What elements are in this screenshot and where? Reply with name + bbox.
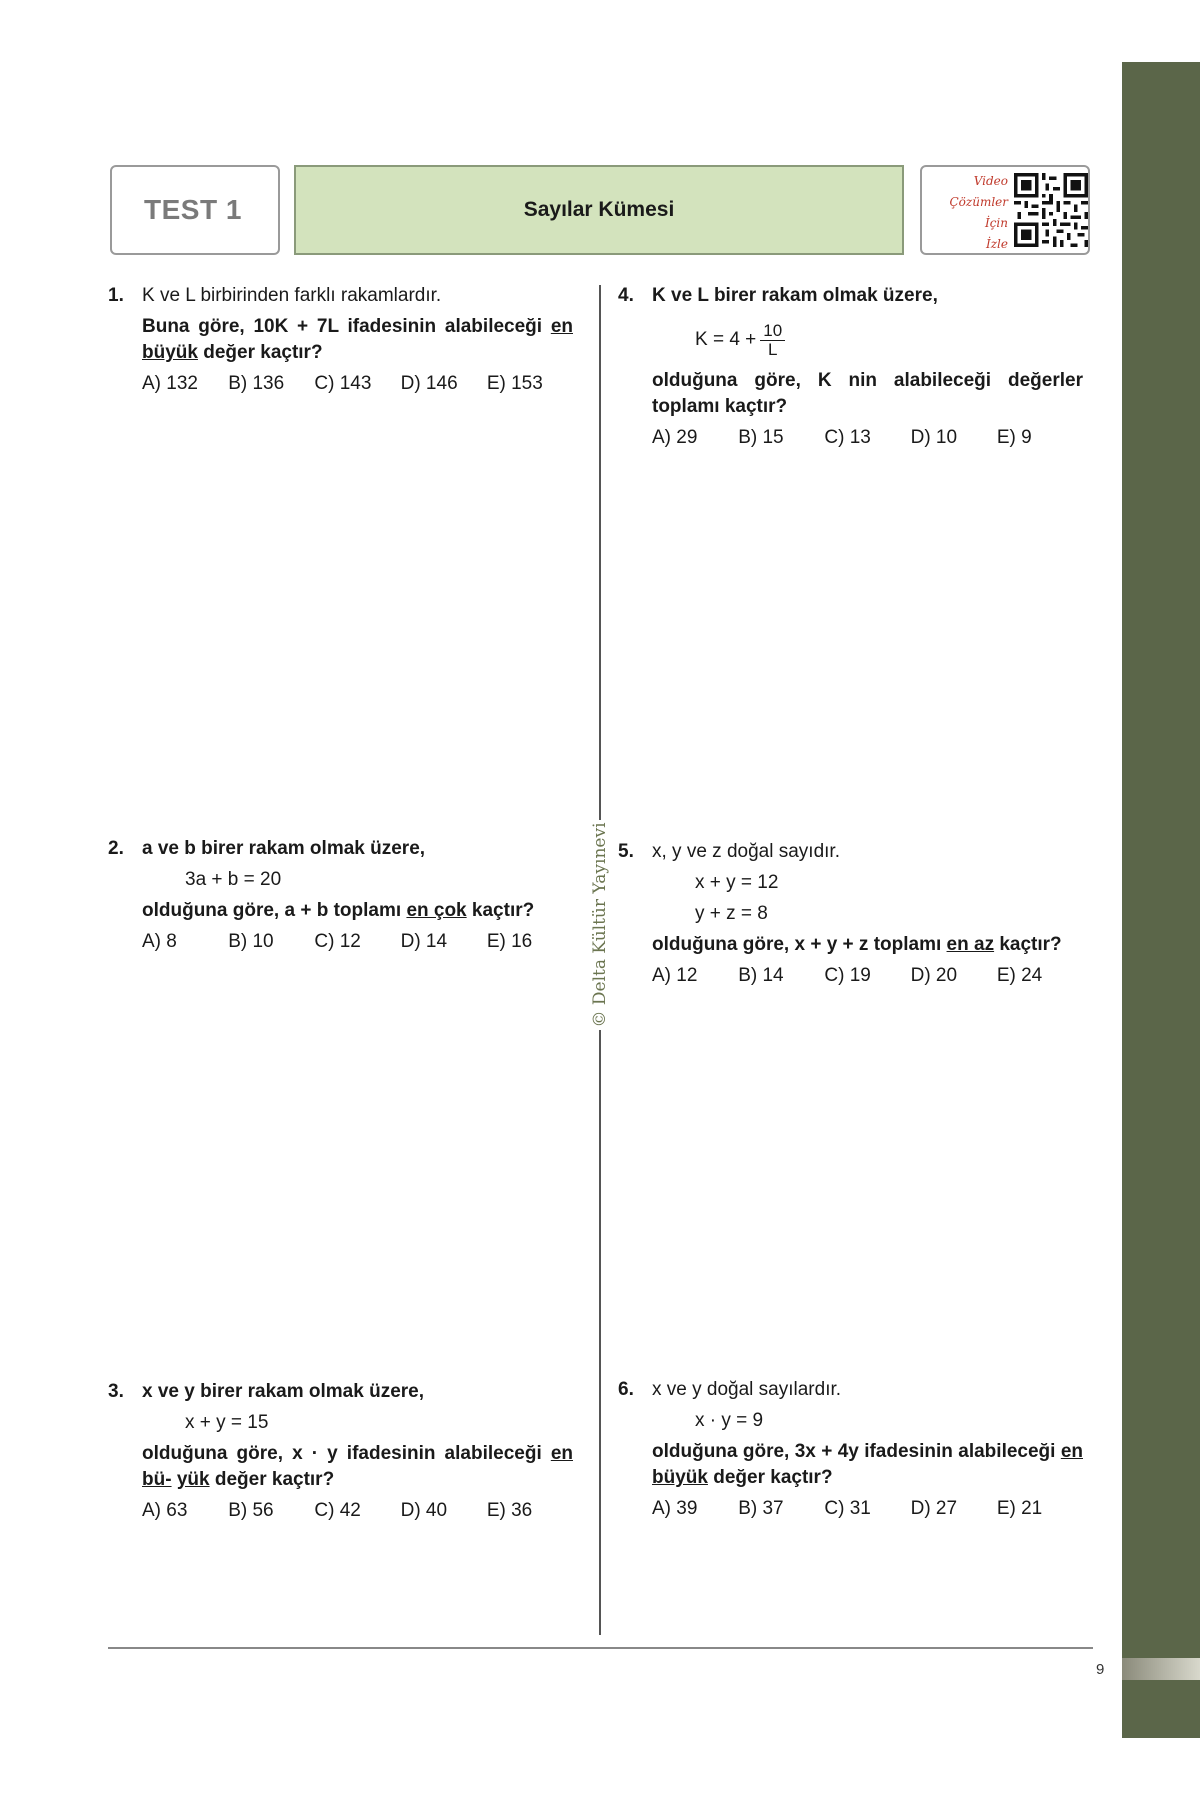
- question-text-part: değer kaçtır?: [707, 1467, 833, 1488]
- question-text: [652, 932, 1083, 958]
- option-a[interactable]: A) 8: [142, 931, 177, 952]
- equation: 3a + b = 20: [185, 869, 282, 890]
- question-text-part: olduğuna göre, 3x + 4y ifadesinin alabileceği: [652, 1441, 1061, 1462]
- question-3: [108, 1379, 573, 1524]
- option-b[interactable]: B) 136: [228, 373, 285, 394]
- option-c[interactable]: C) 42: [314, 1500, 361, 1521]
- option-a[interactable]: A) 132: [142, 373, 198, 394]
- option-d[interactable]: D) 14: [400, 931, 448, 952]
- option-d[interactable]: D) 27: [910, 1498, 958, 1519]
- question-number: 1.: [108, 285, 124, 306]
- underlined-text: en az: [946, 934, 995, 955]
- fraction-denominator: L: [768, 339, 778, 359]
- question-number: 2.: [108, 838, 124, 859]
- option-a[interactable]: A) 63: [142, 1500, 188, 1521]
- page-number: 9: [1096, 1661, 1105, 1678]
- footer-rule: [108, 1647, 1093, 1649]
- equation: y + z = 8: [695, 903, 768, 924]
- page-tab-marker: [1122, 1658, 1200, 1680]
- question-text: olduğuna göre, K nin alabileceği değerler toplamı kaçtır?: [652, 370, 1083, 417]
- question-text: [142, 1441, 573, 1493]
- option-d[interactable]: D) 20: [910, 965, 958, 986]
- answer-options: [652, 1496, 1083, 1522]
- question-text-part: kaçtır?: [466, 900, 535, 921]
- option-e[interactable]: E) 24: [996, 965, 1043, 986]
- side-color-band: [1122, 62, 1200, 1738]
- option-e[interactable]: E) 9: [996, 427, 1032, 448]
- answer-options: [652, 425, 1083, 451]
- question-text: [652, 1439, 1083, 1491]
- question-intro: a ve b birer rakam olmak üzere,: [142, 838, 426, 859]
- option-c[interactable]: C) 19: [824, 965, 871, 986]
- question-intro: K ve L birbirinden farklı rakamlardır.: [142, 285, 442, 306]
- option-d[interactable]: D) 146: [400, 373, 458, 394]
- question-text: [142, 314, 573, 366]
- option-d[interactable]: D) 40: [400, 1500, 448, 1521]
- underlined-text: en: [1060, 1441, 1083, 1462]
- question-text-part: kaçtır?: [994, 934, 1062, 955]
- underlined-text: yük: [176, 1469, 210, 1490]
- option-c[interactable]: C) 143: [314, 373, 372, 394]
- underlined-text: en çok: [406, 900, 467, 921]
- question-text-part: değer kaçtır?: [197, 342, 323, 363]
- option-c[interactable]: C) 31: [824, 1498, 871, 1519]
- page-title: Sayılar Kümesi: [523, 198, 675, 221]
- option-e[interactable]: E) 36: [486, 1500, 533, 1521]
- question-text-part: değer kaçtır?: [209, 1469, 335, 1490]
- question-text-part: olduğuna göre, x · y ifadesinin alabileceği: [142, 1443, 551, 1464]
- video-caption: [928, 171, 1008, 255]
- option-b[interactable]: B) 56: [228, 1500, 274, 1521]
- question-4: [618, 283, 1083, 451]
- answer-options: [142, 929, 573, 955]
- video-caption-line: Çözümler: [949, 195, 1008, 209]
- question-text-part: olduğuna göre, a + b toplamı: [142, 900, 407, 921]
- video-solutions-box[interactable]: [920, 165, 1090, 255]
- option-a[interactable]: A) 39: [652, 1498, 698, 1519]
- fraction-numerator: 10: [760, 322, 785, 341]
- option-d[interactable]: D) 10: [910, 427, 958, 448]
- option-e[interactable]: E) 16: [486, 931, 533, 952]
- option-a[interactable]: A) 12: [652, 965, 698, 986]
- answer-options: [652, 963, 1083, 989]
- answer-options: [142, 1498, 573, 1524]
- equation-left: K = 4 +: [695, 329, 757, 350]
- underlined-text: en bü-: [142, 1443, 573, 1490]
- publisher-watermark: © Delta Kültür Yayınevi: [590, 822, 610, 1028]
- fraction-equation: [652, 314, 1083, 366]
- question-2: [108, 836, 573, 955]
- option-b[interactable]: B) 15: [738, 427, 784, 448]
- equation: x · y = 9: [695, 1410, 764, 1431]
- question-number: 5.: [618, 841, 634, 862]
- test-label: TEST 1: [144, 194, 242, 225]
- equation: x + y = 15: [185, 1412, 269, 1433]
- fraction: [760, 322, 785, 359]
- video-caption-line: Video: [973, 174, 1008, 188]
- option-e[interactable]: E) 153: [486, 373, 543, 394]
- question-text: [142, 898, 573, 924]
- question-intro: K ve L birer rakam olmak üzere,: [652, 285, 938, 306]
- answer-options: [142, 371, 573, 397]
- video-caption-line: İzle: [985, 237, 1008, 251]
- question-intro: x ve y birer rakam olmak üzere,: [142, 1381, 424, 1402]
- question-intro: x ve y doğal sayılardır.: [652, 1379, 842, 1400]
- question-1: [108, 283, 573, 397]
- video-caption-line: İçin: [984, 216, 1008, 230]
- test-label-box: [110, 165, 280, 255]
- question-number: 6.: [618, 1379, 634, 1400]
- option-b[interactable]: B) 37: [738, 1498, 784, 1519]
- underlined-text: büyük: [142, 342, 198, 363]
- equation: x + y = 12: [695, 872, 779, 893]
- qr-code-icon[interactable]: [1014, 173, 1088, 247]
- option-c[interactable]: C) 13: [824, 427, 871, 448]
- question-number: 4.: [618, 285, 634, 306]
- option-b[interactable]: B) 10: [228, 931, 274, 952]
- option-c[interactable]: C) 12: [314, 931, 361, 952]
- title-banner: [294, 165, 904, 255]
- question-5: [618, 839, 1083, 989]
- underlined-text: en: [550, 316, 573, 337]
- underlined-text: büyük: [652, 1467, 708, 1488]
- option-e[interactable]: E) 21: [996, 1498, 1043, 1519]
- question-text-part: Buna göre, 10K + 7L ifadesinin alabileceği: [142, 316, 551, 337]
- question-text-part: olduğuna göre, x + y + z toplamı: [652, 934, 947, 955]
- option-a[interactable]: A) 29: [652, 427, 698, 448]
- question-6: [618, 1377, 1083, 1522]
- question-intro: x, y ve z doğal sayıdır.: [652, 841, 840, 862]
- option-b[interactable]: B) 14: [738, 965, 784, 986]
- question-number: 3.: [108, 1381, 124, 1402]
